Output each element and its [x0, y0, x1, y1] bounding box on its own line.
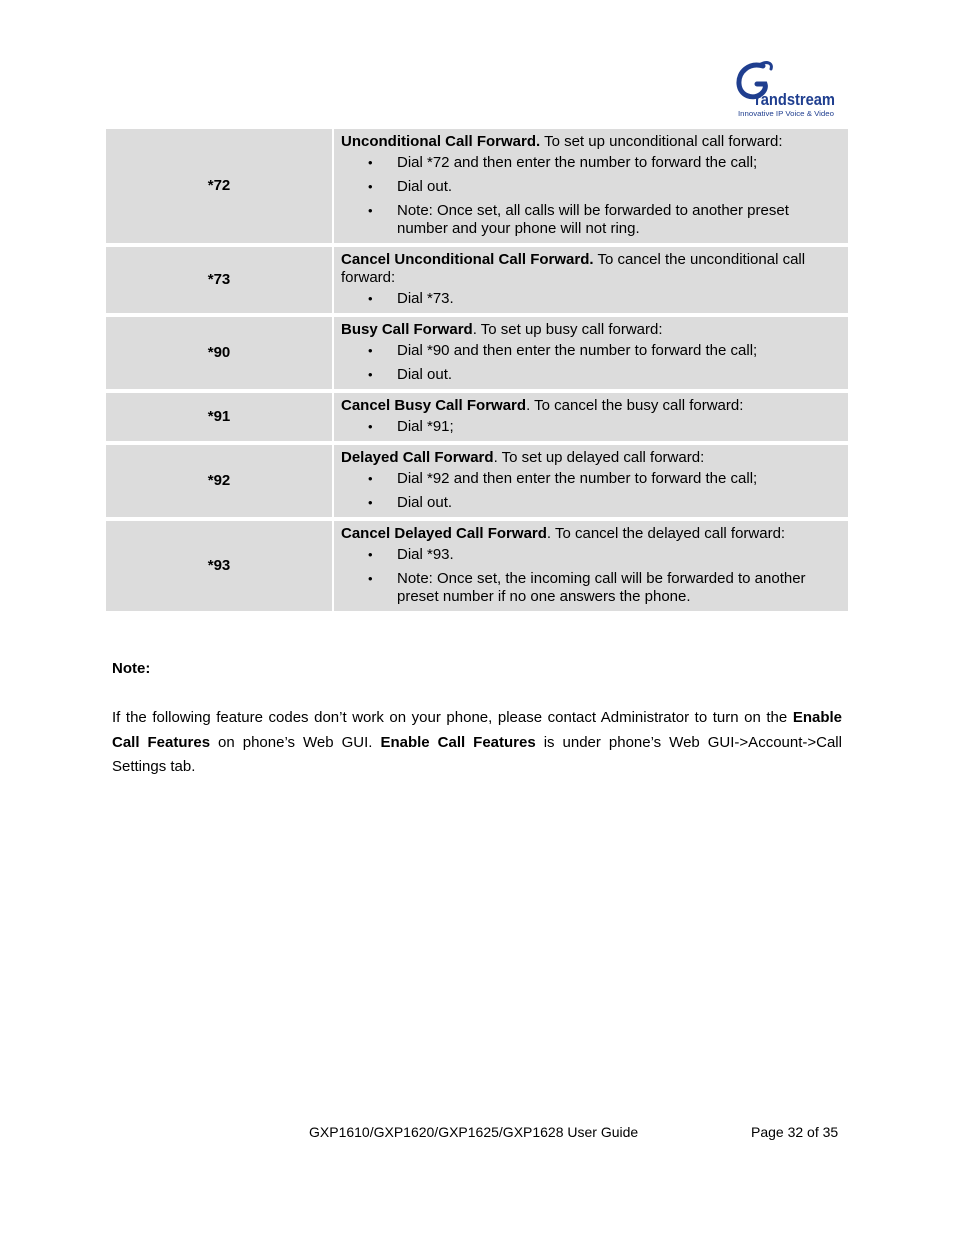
note-bold-enable-call-features-1: Enable Call Features — [112, 709, 842, 751]
feature-steps-list — [341, 470, 840, 512]
feature-code: *73 — [106, 247, 332, 313]
feature-steps-list — [341, 342, 840, 384]
grandstream-logo — [735, 60, 837, 118]
list-item: • Dial out. — [397, 494, 840, 512]
feature-steps-list — [341, 546, 840, 606]
note-bold-enable-call-features-2: Enable Call Features — [380, 733, 536, 751]
feature-title: Unconditional Call Forward. — [341, 133, 541, 150]
note-heading: Note: — [112, 660, 151, 677]
feature-title: Busy Call Forward — [341, 321, 473, 338]
feature-title: Cancel Unconditional Call Forward. — [341, 251, 594, 268]
table-row — [106, 393, 848, 441]
feature-codes-table — [104, 125, 850, 615]
feature-intro: To cancel the unconditional call forward: — [341, 251, 806, 286]
list-item: • Dial out. — [397, 178, 840, 196]
feature-code: *92 — [106, 445, 332, 517]
feature-description — [334, 521, 848, 611]
footer-page-number: Page 32 of 35 — [751, 1124, 839, 1140]
feature-description — [334, 317, 848, 389]
table-row — [106, 445, 848, 517]
list-item: • Dial out. — [397, 366, 840, 384]
feature-description-heading — [341, 321, 840, 339]
table-row — [106, 247, 848, 313]
table-row — [106, 129, 848, 243]
list-item: • Note: Once set, the incoming call will be forwarded to another preset number if no one answers the phone. — [397, 570, 840, 606]
list-item: • Dial *72 and then enter the number to forward the call; — [397, 154, 840, 172]
feature-description-heading — [341, 251, 840, 287]
feature-code: *91 — [106, 393, 332, 441]
note-body — [112, 706, 842, 780]
feature-intro: . To set up delayed call forward: — [493, 449, 705, 466]
list-item: • Dial *73. — [397, 290, 840, 308]
feature-code: *72 — [106, 129, 332, 243]
note-text-1: If the following feature codes don’t work on your phone, please contact Administrator to turn on the — [112, 709, 793, 726]
feature-intro: To set up unconditional call forward: — [540, 133, 783, 150]
footer-guide-title: GXP1610/GXP1620/GXP1625/GXP1628 User Guide — [309, 1124, 639, 1140]
feature-description-heading — [341, 397, 840, 415]
list-item: • Note: Once set, all calls will be forwarded to another preset number and your phone will not ring. — [397, 202, 840, 238]
feature-title: Delayed Call Forward — [341, 449, 494, 466]
list-item: • Dial *90 and then enter the number to forward the call; — [397, 342, 840, 360]
logo-tagline: Innovative IP Voice & Video — [738, 111, 835, 118]
list-item: • Dial *92 and then enter the number to forward the call; — [397, 470, 840, 488]
feature-code: *90 — [106, 317, 332, 389]
feature-code: *93 — [106, 521, 332, 611]
logo-brand-text: randstream — [755, 90, 835, 109]
feature-intro: . To cancel the delayed call forward: — [546, 525, 786, 542]
table-row — [106, 521, 848, 611]
note-text-2: on phone’s Web GUI. — [210, 733, 381, 751]
feature-title: Cancel Delayed Call Forward — [341, 525, 547, 542]
feature-intro: . To set up busy call forward: — [472, 321, 663, 338]
list-item: • Dial *91; — [397, 418, 840, 436]
feature-description-heading — [341, 133, 840, 151]
feature-steps-list — [341, 418, 840, 436]
feature-description — [334, 445, 848, 517]
feature-steps-list — [341, 154, 840, 238]
feature-intro: . To cancel the busy call forward: — [526, 397, 744, 414]
list-item: • Dial *93. — [397, 546, 840, 564]
feature-steps-list — [341, 290, 840, 308]
table-row — [106, 317, 848, 389]
feature-description — [334, 247, 848, 313]
feature-description — [334, 393, 848, 441]
feature-description — [334, 129, 848, 243]
feature-description-heading — [341, 525, 840, 543]
note-text-3: is under phone’s Web GUI->Account->Call Settings tab. — [112, 733, 842, 775]
feature-title: Cancel Busy Call Forward — [341, 397, 527, 414]
feature-description-heading — [341, 449, 840, 467]
